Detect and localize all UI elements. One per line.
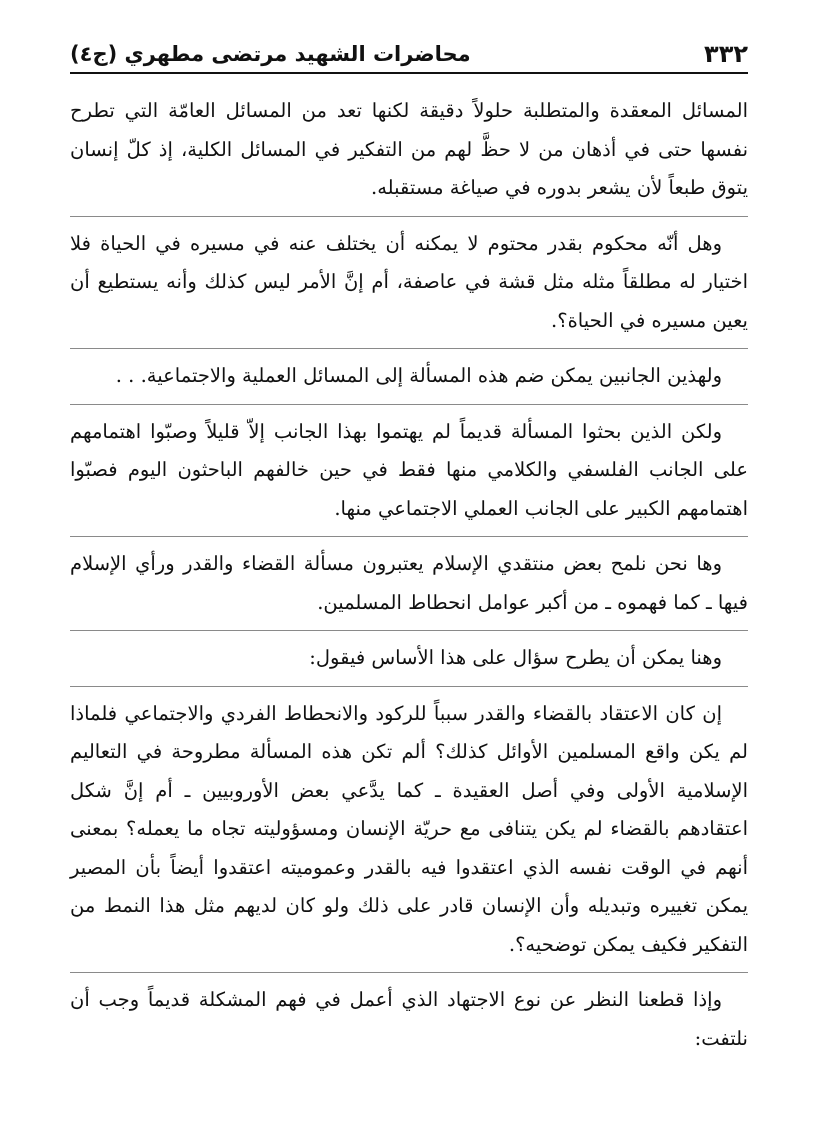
paragraph: وهنا يمكن أن يطرح سؤال على هذا الأساس فيقول: xyxy=(70,639,748,687)
paragraph: المسائل المعقدة والمتطلبة حلولاً دقيقة لكنها تعد من المسائل العامّة التي تطرح نفسها حتى في أذهان من لا حظَّ لهم من التفكير في المسائل الكلية، إذ كلّ إنسان يتوق طبعاً لأن يشعر بدوره في صياغة مستقبله. xyxy=(70,92,748,217)
paragraph: ولكن الذين بحثوا المسألة قديماً لم يهتموا بهذا الجانب إلاّ قليلاً وصبّوا اهتمامهم على الجانب الفلسفي والكلامي منها فقط في حين خالفهم الباحثون اليوم فصبّوا اهتمامهم الكبير على الجانب العملي الاجتماعي منها. xyxy=(70,413,748,538)
page-header xyxy=(70,30,748,74)
paragraph: إن كان الاعتقاد بالقضاء والقدر سبباً للركود والانحطاط الفردي والاجتماعي فلماذا لم يكن واقع المسلمين الأوائل كذلك؟ ألم تكن هذه المسألة مطروحة في التعاليم الإسلامية الأولى وفي أصل العقيدة ـ كما يدَّعي بعض الأوروبيين ـ أم إنَّ شكل اعتقادهم بالقضاء لم يكن يتنافى مع حريّة الإنسان ومسؤوليته تجاه ما يعمله؟ بمعنى أنهم في الوقت نفسه الذي اعتقدوا فيه بالقدر وعموميته اعتقدوا أيضاً بأن المصير يمكن تغييره وتبديله وأن الإنسان قادر على ذلك ولو كان لديهم مثل هذا النمط من التفكير فكيف يمكن توضحيه؟. xyxy=(70,695,748,974)
page-number: ٣٣٢ xyxy=(704,40,748,68)
paragraph: وإذا قطعنا النظر عن نوع الاجتهاد الذي أعمل في فهم المشكلة قديماً وجب أن نلتفت: xyxy=(70,988,748,1050)
paragraph: وهل أنّه محكوم بقدر محتوم لا يمكنه أن يختلف عنه في مسيره في الحياة فلا اختيار له مطلقاً مثله مثل قشة في عاصفة، أم إنَّ الأمر ليس كذلك وأنه يستطيع أن يعين مسيره في الحياة؟. xyxy=(70,225,748,350)
running-title: محاضرات الشهيد مرتضى مطهري (ج٤) xyxy=(70,42,471,66)
paragraph: وها نحن نلمح بعض منتقدي الإسلام يعتبرون مسألة القضاء والقدر ورأي الإسلام فيها ـ كما فهموه ـ من أكبر عوامل انحطاط المسلمين. xyxy=(70,545,748,631)
paragraph: ولهذين الجانبين يمكن ضم هذه المسألة إلى المسائل العملية والاجتماعية. . . xyxy=(70,357,748,405)
page-body xyxy=(70,92,748,1074)
